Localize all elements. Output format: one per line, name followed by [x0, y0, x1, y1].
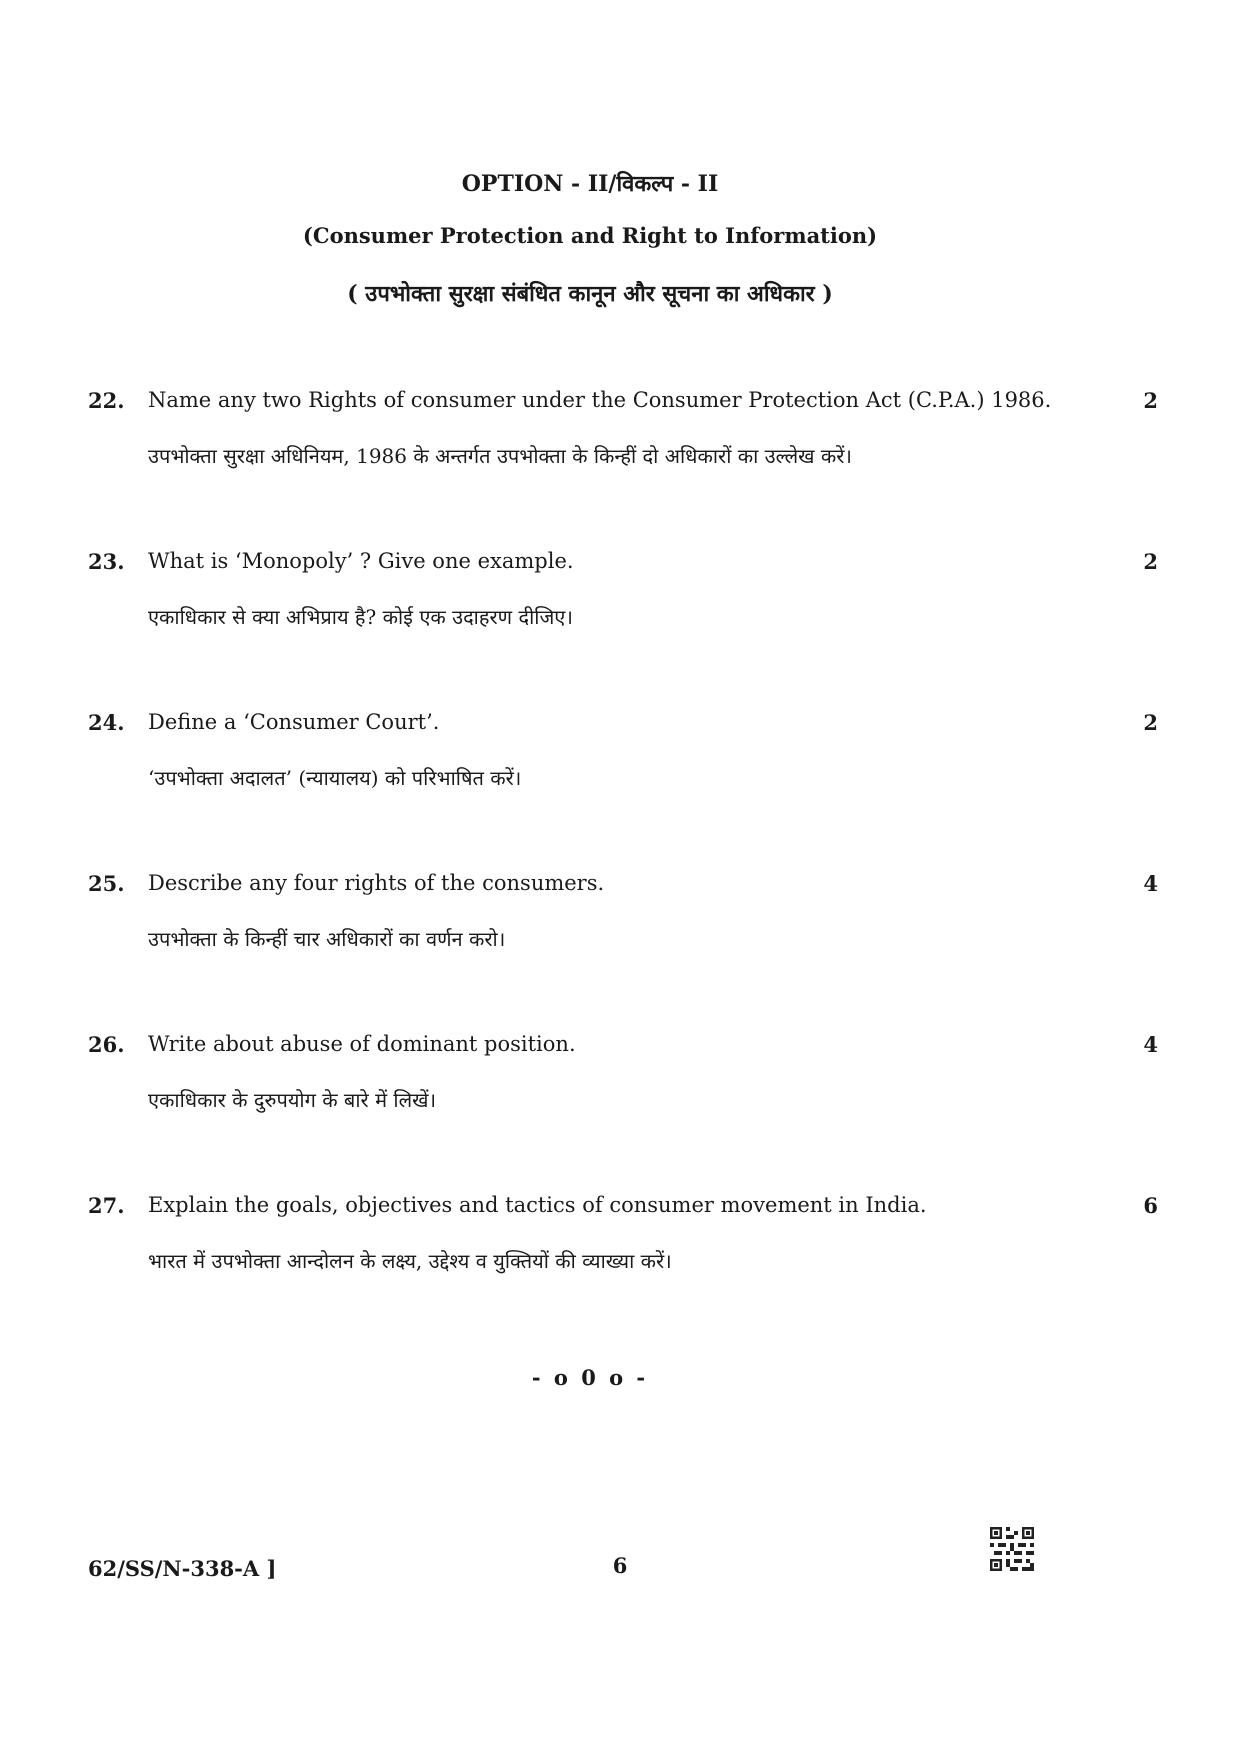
question-text-hindi: भारत में उपभोक्ता आन्दोलन के लक्ष्य, उद्देश्य व युक्तियों की व्याख्या करें।	[148, 1249, 672, 1273]
question-22	[88, 388, 1158, 498]
question-number: 22.	[88, 388, 125, 413]
question-26	[88, 1032, 1158, 1142]
end-of-paper-marker: - o 0 o -	[531, 1365, 649, 1390]
question-marks: 6	[1143, 1193, 1158, 1218]
question-number: 26.	[88, 1032, 125, 1057]
qr-code-icon	[990, 1527, 1034, 1571]
question-text-hindi: एकाधिकार से क्या अभिप्राय है? कोई एक उदाहरण दीजिए।	[148, 605, 573, 629]
question-text-english: What is ‘Monopoly’ ? Give one example.	[148, 549, 574, 573]
question-25	[88, 871, 1158, 981]
question-marks: 4	[1143, 871, 1158, 896]
page-number: 6	[612, 1553, 628, 1578]
question-text-hindi: उपभोक्ता सुरक्षा अधिनियम, 1986 के अन्तर्गत उपभोक्ता के किन्हीं दो अधिकारों का उल्लेख करें।	[148, 444, 853, 468]
question-text-english: Describe any four rights of the consumers.	[148, 871, 605, 895]
question-text-english: Name any two Rights of consumer under the Consumer Protection Act (C.P.A.) 1986.	[148, 388, 1052, 412]
question-text-hindi: एकाधिकार के दुरुपयोग के बारे में लिखें।	[148, 1088, 437, 1112]
question-marks: 4	[1143, 1032, 1158, 1057]
question-text-english: Define a ‘Consumer Court’.	[148, 710, 440, 734]
question-text-hindi: ‘उपभोक्ता अदालत’ (न्यायालय) को परिभाषित करें।	[148, 766, 522, 790]
option-heading: OPTION - II/विकल्प - II	[461, 171, 719, 197]
question-text-english: Explain the goals, objectives and tactics of consumer movement in India.	[148, 1193, 927, 1217]
paper-code: 62/SS/N-338-A ]	[88, 1556, 277, 1581]
question-marks: 2	[1143, 388, 1158, 413]
question-marks: 2	[1143, 549, 1158, 574]
question-text-english: Write about abuse of dominant position.	[148, 1032, 576, 1056]
question-number: 27.	[88, 1193, 125, 1218]
question-number: 24.	[88, 710, 125, 735]
question-marks: 2	[1143, 710, 1158, 735]
question-text-hindi: उपभोक्ता के किन्हीं चार अधिकारों का वर्णन करो।	[148, 927, 506, 951]
question-number: 23.	[88, 549, 125, 574]
section-title-hindi: ( उपभोक्ता सुरक्षा संबंधित कानून और सूचना का अधिकार )	[347, 281, 833, 307]
question-24	[88, 710, 1158, 820]
question-number: 25.	[88, 871, 125, 896]
question-23	[88, 549, 1158, 659]
question-27	[88, 1193, 1158, 1303]
section-title-english: (Consumer Protection and Right to Information)	[302, 223, 878, 248]
